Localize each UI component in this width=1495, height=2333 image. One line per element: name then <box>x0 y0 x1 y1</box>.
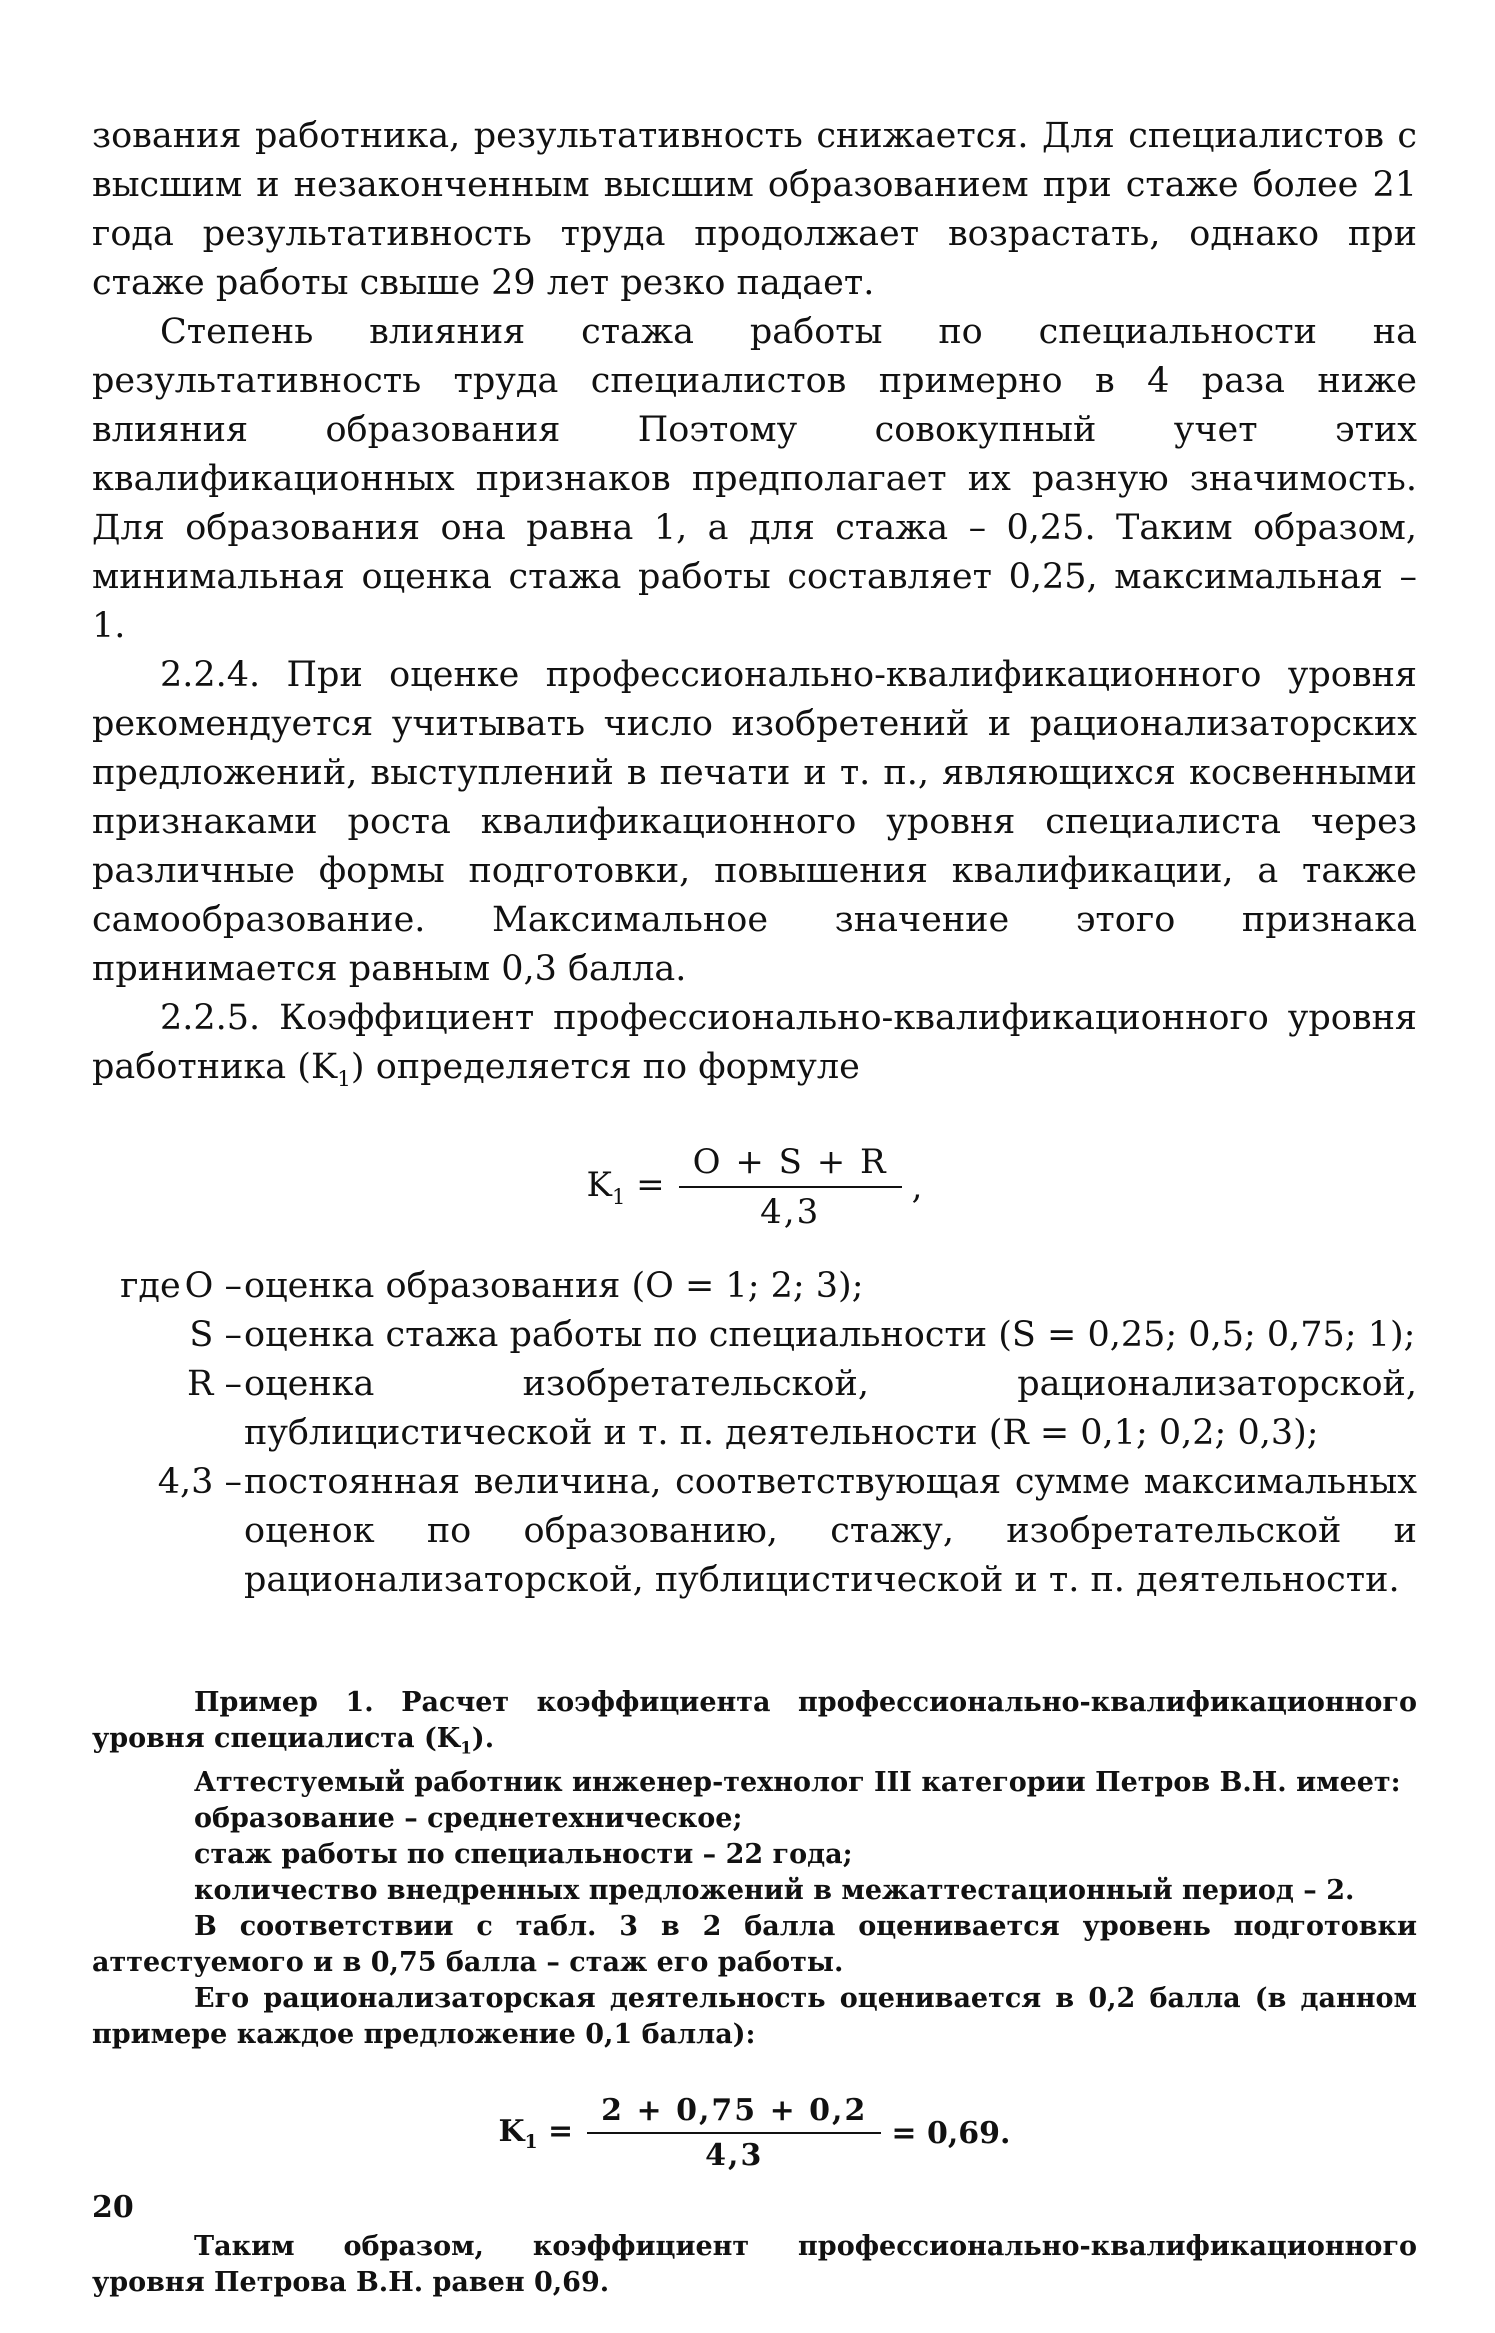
definition-row <box>92 1262 1417 1311</box>
example-title <box>92 1685 1417 1765</box>
example-line: стаж работы по специальности – 22 года; <box>194 1839 853 1871</box>
definition-row <box>92 1360 1417 1458</box>
definition-row <box>92 1311 1417 1360</box>
example-title-text: Пример 1. Расчет коэффициента профессионально-квалификационного уровня специалиста (K <box>92 1687 1417 1754</box>
definition-row <box>92 1458 1417 1605</box>
example-line: количество внедренных предложений в межаттестационный период – 2. <box>194 1875 1355 1907</box>
page-number: 20 <box>92 2190 134 2225</box>
paragraph-2-2-5-text-end: ) определяется по формуле <box>350 1047 860 1087</box>
formula-lhs <box>587 1165 665 1209</box>
formula-lhs-symbol: K <box>498 2113 525 2149</box>
definition-prefix: где <box>120 1266 181 1306</box>
formula-comma: , <box>911 1167 923 1207</box>
paragraph-experience-influence: Степень влияния стажа работы по специальности на результативность труда специалистов примерно в 4 раза ниже влияния образования Поэтому совокупный учет этих квалификационных признаков предполагает их разную значимость. Для образования она равна 1, а для стажа – 0,25. Таким образом, минимальная оценка стажа работы составляет 0,25, максимальная – 1. <box>92 312 1417 646</box>
example-line: Аттестуемый работник инженер-технолог III категории Петров В.Н. имеет: <box>194 1767 1401 1799</box>
formula-denominator: 4,3 <box>760 1192 821 1232</box>
formula-k1-general <box>92 1142 1417 1232</box>
definition-term: 4,3 – <box>157 1462 242 1502</box>
main-text <box>92 112 1417 1104</box>
definition-desc: оценка изобретательской, рационализаторской, публицистической и т. п. деятельности (R = 0,1; 0,2; 0,3); <box>244 1364 1417 1453</box>
definition-desc: оценка образования (O = 1; 2; 3); <box>244 1266 864 1306</box>
paragraph-2-2-5-sub: 1 <box>337 1067 351 1092</box>
paragraph-continuation: зования работника, результативность снижается. Для специалистов с высшим и незаконченным высшим образованием при стаже более 21 года результативность труда продолжает возрастать, однако при стаже работы свыше 29 лет резко падает. <box>92 116 1417 303</box>
example-title-sub: 1 <box>460 1737 472 1758</box>
formula-lhs-subscript: 1 <box>524 2131 538 2153</box>
paragraph-2-2-5-text: 2.2.5. Коэффициент профессионально-квалификационного уровня работника (K <box>92 998 1417 1087</box>
formula-numerator: O + S + R <box>679 1142 902 1188</box>
formula-lhs-subscript: 1 <box>611 1183 626 1209</box>
formula-lhs-symbol: K <box>586 1165 612 1206</box>
example-line: В соответствии с табл. 3 в 2 балла оценивается уровень подготовки аттестуемого и в 0,75 балла – стаж его работы. <box>92 1911 1417 1979</box>
definition-desc: оценка стажа работы по специальности (S = 0,25; 0,5; 0,75; 1); <box>244 1315 1416 1355</box>
formula-equals: = <box>548 2113 574 2149</box>
example-section <box>92 1685 1417 2301</box>
definition-term: R – <box>187 1364 242 1404</box>
example-title-end: ). <box>471 1723 495 1754</box>
definition-desc: постоянная величина, соответствующая сумме максимальных оценок по образованию, стажу, изобретательской и рационализаторской, публицистической и т. п. деятельности. <box>244 1462 1417 1600</box>
definition-term: S – <box>189 1315 242 1355</box>
paragraph-2-2-4: 2.2.4. При оценке профессионально-квалификационного уровня рекомендуется учитывать число изобретений и рационализаторских предложений, выступлений в печати и т. п., являющихся косвенными признаками роста квалификационного уровня специалиста через различные формы подготовки, повышения квалификации, а также самообразование. Максимальное значение этого признака принимается равным 0,3 балла. <box>92 655 1417 989</box>
definition-term: O – <box>184 1266 242 1306</box>
formula-lhs <box>499 2114 574 2153</box>
formula-result: = 0,69. <box>891 2115 1011 2151</box>
example-conclusion: Таким образом, коэффициент профессионально-квалификационного уровня Петрова В.Н. равен 0,69. <box>92 2231 1417 2299</box>
document-page <box>92 112 1417 2301</box>
formula-fraction <box>587 2093 881 2173</box>
example-line: Его рационализаторская деятельность оценивается в 0,2 балла (в данном примере каждое предложение 0,1 балла): <box>92 1983 1417 2051</box>
paragraph-2-2-5 <box>92 994 1417 1104</box>
formula-numerator: 2 + 0,75 + 0,2 <box>587 2093 881 2134</box>
formula-equals: = <box>636 1165 665 1206</box>
formula-k1-example <box>92 2093 1417 2173</box>
example-line: образование – среднетехническое; <box>194 1803 743 1835</box>
definitions-list <box>92 1262 1417 1605</box>
formula-fraction <box>679 1142 902 1232</box>
formula-denominator: 4,3 <box>705 2138 764 2174</box>
